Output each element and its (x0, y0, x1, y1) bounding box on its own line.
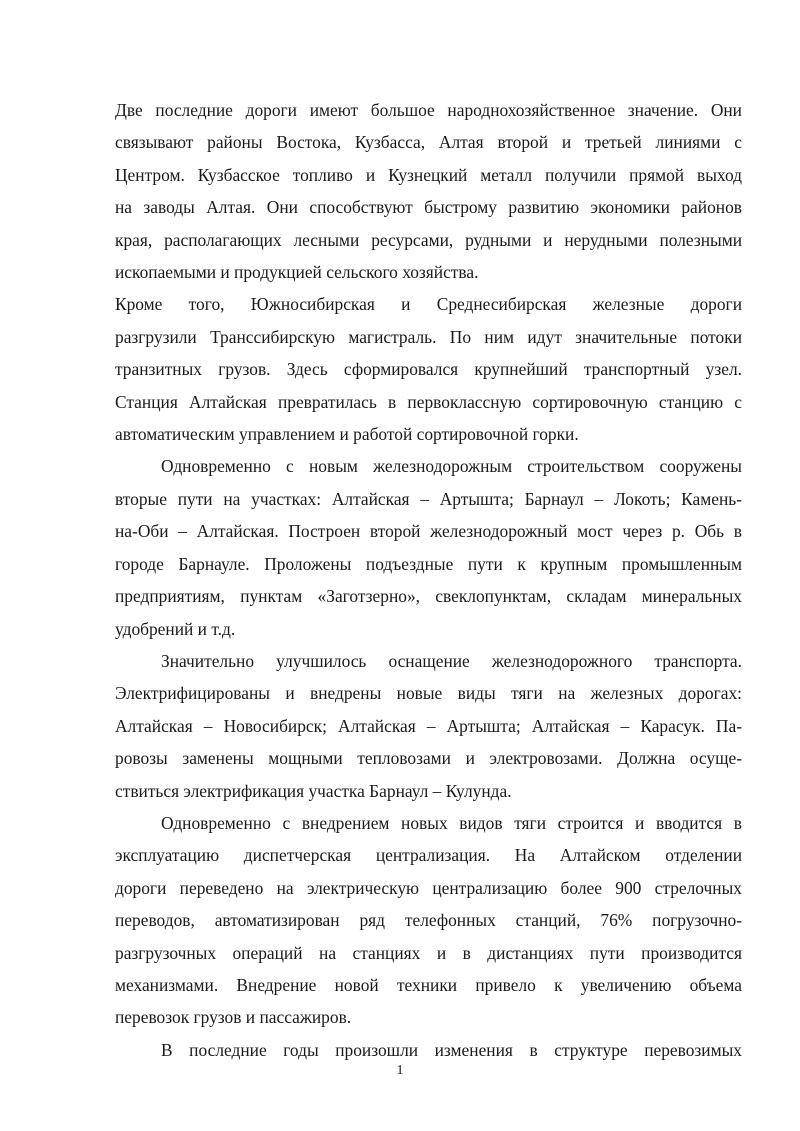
paragraph-line: Центром. Кузбасское топливо и Кузнецкий металл получили прямой выход (115, 164, 742, 185)
paragraph (115, 1034, 742, 1066)
paragraph-line: разгрузили Транссибирскую магистраль. По ним идут значительные потоки (115, 326, 742, 347)
paragraph-line: Кроме того, Южносибирская и Среднесибирская железные дороги (115, 294, 742, 315)
document-body (115, 94, 742, 1066)
paragraph-line: удобрений и т.д. (115, 618, 236, 639)
paragraph-line: на заводы Алтая. Они способствуют быстрому развитию экономики районов (115, 197, 742, 218)
paragraph-line: эксплуатацию диспетчерская централизация. На Алтайском отделении (115, 845, 742, 866)
paragraph-line: Одновременно с новым железнодорожным строительством сооружены (161, 456, 742, 477)
paragraph-line: вторые пути на участках: Алтайская – Артышта; Барнаул – Локоть; Камень- (115, 488, 742, 509)
paragraph-line: городе Барнауле. Проложены подъездные пути к крупным промышленным (115, 553, 742, 574)
paragraph (115, 288, 742, 450)
paragraph-line: транзитных грузов. Здесь сформировался крупнейший транспортный узел. (115, 359, 742, 380)
page-number: 1 (396, 1063, 404, 1078)
paragraph-line: ствиться электрификация участка Барнаул – Кулунда. (115, 780, 512, 801)
paragraph (115, 645, 742, 807)
paragraph-line: ровозы заменены мощными тепловозами и электровозами. Должна осуще- (115, 748, 742, 769)
paragraph-line: переводов, автоматизирован ряд телефонных станций, 76% погрузочно- (115, 910, 742, 931)
paragraph-line: Станция Алтайская превратилась в первоклассную сортировочную станцию с (115, 391, 742, 412)
paragraph-line: Две последние дороги имеют большое народнохозяйственное значение. Они (115, 100, 742, 120)
paragraph (115, 94, 742, 288)
paragraph-line: автоматическим управлением и работой сортировочной горки. (115, 424, 579, 445)
paragraph (115, 450, 742, 644)
paragraph-line: предприятиям, пунктам «Заготзерно», свеклопунктам, складам минеральных (115, 586, 742, 607)
paragraph-line: разгрузочных операций на станциях и в дистанциях пути производится (115, 942, 742, 963)
paragraph-line: Одновременно с внедрением новых видов тяги строится и вводится в (161, 812, 742, 833)
paragraph-line: дороги переведено на электрическую централизацию более 900 стрелочных (115, 877, 742, 898)
paragraph-line: Алтайская – Новосибирск; Алтайская – Артышта; Алтайская – Карасук. Па- (115, 715, 742, 736)
paragraph-line: перевозок грузов и пассажиров. (115, 1007, 352, 1028)
paragraph-line: механизмами. Внедрение новой техники привело к увеличению объема (115, 974, 742, 995)
paragraph-line: на-Оби – Алтайская. Построен второй железнодорожный мост через р. Обь в (115, 521, 742, 542)
paragraph-line: связывают районы Востока, Кузбасса, Алтая второй и третьей линиями с (115, 132, 742, 153)
paragraph-line: Электрифицированы и внедрены новые виды тяги на железных дорогах: (115, 683, 742, 704)
paragraph-line: ископаемыми и продукцией сельского хозяйства. (115, 262, 479, 283)
paragraph-line: Значительно улучшилось оснащение железнодорожного транспорта. (161, 650, 742, 671)
paragraph (115, 807, 742, 1034)
paragraph-line: В последние годы произошли изменения в структуре перевозимых (161, 1039, 742, 1060)
paragraph-line: края, располагающих лесными ресурсами, рудными и нерудными полезными (115, 229, 742, 250)
